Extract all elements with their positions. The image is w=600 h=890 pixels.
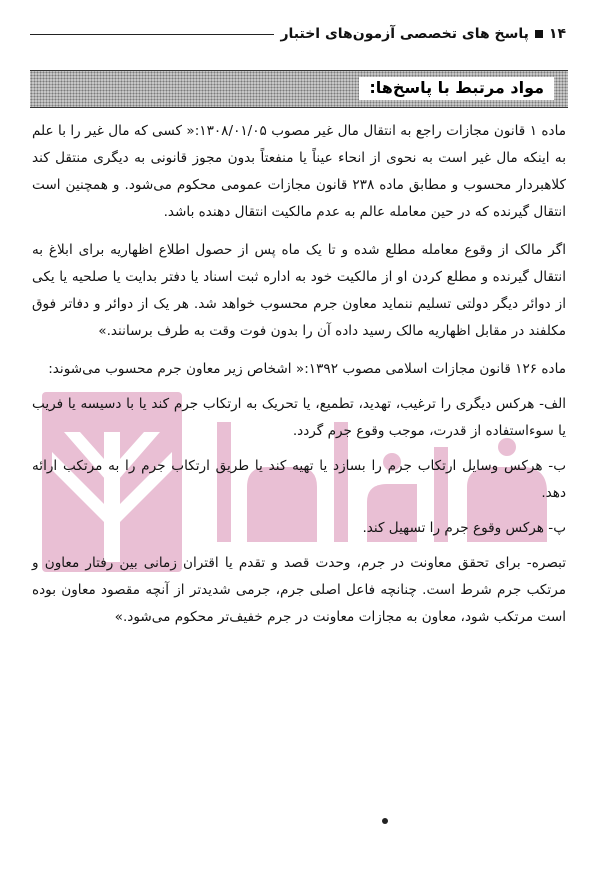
ink-dot	[382, 818, 388, 824]
body-text	[32, 118, 566, 642]
header-square-marker	[535, 30, 543, 38]
paragraph-owner-notice: اگر مالک از وقوع معامله مطلع شده و تا یک ماه پس از حصول اطلاع اظهاریه برای ابلاغ به انتقال گیرنده و مطلع کردن او از مالکیت خود به اداره ثبت اسناد یا دفتر بدایت یا صلحیه یا یکی از دوائر دیگر دولتی تسلیم ننماید معاون جرم محسوب خواهد شد. هر یک از دوائر و دفاتر فوق مکلفند در مقابل اظهاریه مالک رسید داده آن را بدون فوت وقت به طرف برسانند.»	[32, 242, 566, 339]
paragraph-note: تبصره- برای تحقق معاونت در جرم، وحدت قصد و تقدم یا اقتران زمانی بین رفتار معاون و مرتکب جرم شرط است. چنانچه فاعل اصلی جرم، جرمی شدیدتر از آنچه مقصود معاون بوده است مرتکب شود، معاون به مجازات معاونت در جرم خفیف‌تر محکوم می‌شود.»	[32, 555, 566, 625]
paragraph-clause-be: ب- هرکس وسایل ارتکاب جرم را بسازد یا تهیه کند یا طریق ارتکاب جرم را به مرتکب ارائه دهد.	[32, 458, 566, 501]
running-header	[30, 26, 566, 42]
section-title: مواد مرتبط با پاسخ‌ها:	[359, 77, 554, 100]
header-rule	[30, 34, 274, 35]
page-number: ۱۴	[548, 26, 566, 42]
paragraph-article-126: ماده ۱۲۶ قانون مجازات اسلامی مصوب ۱۳۹۲:« اشخاص زیر معاون جرم محسوب می‌شوند:	[48, 361, 566, 377]
paragraph-article-1: ماده ۱ قانون مجازات راجع به انتقال مال غیر مصوب ۱۳۰۸/۰۱/۰۵:« کسی که مال غیر را با علم به اینکه مال غیر است به نحوی از انحاء عیناً یا منفعتاً بدون مجوز قانونی به دیگری منتقل کند کلاهبردار محسوب و مطابق ماده ۲۳۸ قانون مجازات عمومی محکوم می‌شود. و همچنین است انتقال گیرنده که در حین معامله عالم به عدم مالکیت انتقال دهنده باشد.	[32, 123, 566, 220]
paragraph-clause-alef: الف- هرکس دیگری را ترغیب، تهدید، تطمیع، یا تحریک به ارتکاب جرم کند یا با دسیسه یا فریب یا سوءاستفاده از قدرت، موجب وقوع جرم گردد.	[32, 396, 566, 439]
book-title: پاسخ های تخصصی آزمون‌های اختبار	[280, 26, 529, 42]
paragraph-clause-pe: پ- هرکس وقوع جرم را تسهیل کند.	[362, 520, 566, 536]
section-banner	[30, 70, 568, 108]
